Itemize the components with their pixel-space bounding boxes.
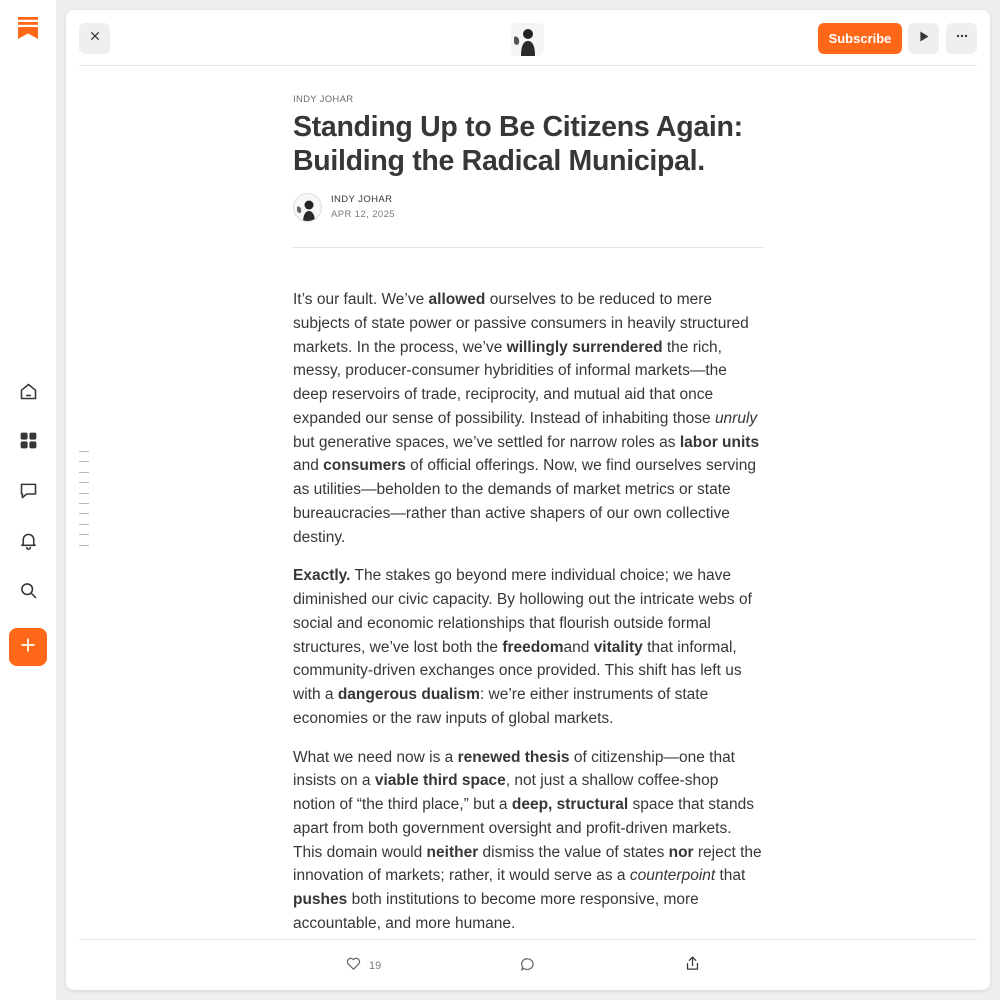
post-title: Standing Up to Be Citizens Again: Building the Radical Municipal. <box>293 111 743 177</box>
grid-icon <box>18 430 39 456</box>
text-run: , not just a shallow coffee-shop notion of “the third place,” but a <box>293 772 719 813</box>
search-button[interactable] <box>10 575 46 611</box>
text-run: that informal, community-driven exchanges once provided. This shift has left us with a <box>293 638 742 703</box>
comment-button[interactable] <box>519 956 536 978</box>
plus-icon <box>18 635 38 660</box>
heart-icon <box>345 955 362 977</box>
italic-text: counterpoint <box>629 867 716 885</box>
article-body <box>293 288 763 939</box>
play-button[interactable] <box>908 23 939 54</box>
reader-bottombar <box>79 939 977 990</box>
chat-icon <box>18 480 39 506</box>
more-icon <box>954 28 970 49</box>
text-run: and <box>563 638 594 656</box>
bold-text: nor <box>668 843 694 861</box>
post-date: APR 12, 2025 <box>331 209 395 220</box>
article-paragraph <box>293 288 763 549</box>
text-run: of citizenship—one that insists on a <box>293 748 735 790</box>
bold-text: viable third space <box>374 772 506 790</box>
author-avatar[interactable] <box>293 193 322 222</box>
text-run: ourselves to be reduced to mere subjects of state power or passive consumers in heavily structured markets. In the process, we’ve <box>293 291 749 356</box>
home-icon <box>18 381 39 407</box>
library-button[interactable] <box>10 425 46 461</box>
text-run: of official offerings. Now, we find ourselves serving as utilities—beholden to the demands of market metrics or state bureaucracies—rather than active shapers of our own collective destiny. <box>293 457 756 546</box>
bold-text: renewed thesis <box>457 748 570 766</box>
like-count: 19 <box>369 960 382 972</box>
text-run: reject the innovation of markets; rather, it would serve as a <box>293 843 762 885</box>
text-run: but generative spaces, we’ve settled for narrow roles as <box>293 433 680 451</box>
publication-avatar[interactable] <box>511 23 544 56</box>
author-name[interactable]: INDY JOHAR <box>331 194 393 205</box>
create-button[interactable] <box>9 628 47 666</box>
text-run: What we need now is a <box>293 748 458 766</box>
bold-text: deep, structural <box>511 796 629 813</box>
like-button[interactable] <box>345 955 381 977</box>
text-run: space that stands apart from both government oversight and profit-driven markets. This domain would <box>293 796 754 861</box>
post-reader-card <box>66 10 990 990</box>
bold-text: vitality <box>593 638 643 656</box>
home-button[interactable] <box>10 376 46 412</box>
subscribe-button[interactable]: Subscribe <box>818 23 902 54</box>
bold-text: willingly surrendered <box>506 338 663 356</box>
text-run: The stakes go beyond mere individual choice; we have diminished our civic capacity. By hollowing out the intricate webs of social and economic relationships that flourish outside formal structures, we’ve lost both the <box>293 567 752 656</box>
bold-text: labor units <box>679 433 760 451</box>
more-options-button[interactable] <box>946 23 977 54</box>
reader-topbar <box>79 10 977 66</box>
text-run: dismiss the value of states <box>478 843 669 861</box>
share-button[interactable] <box>684 955 701 977</box>
bold-text: consumers <box>323 457 406 475</box>
text-run: : we’re either instruments of state economies or the raw inputs of global markets. <box>293 686 709 727</box>
search-icon <box>18 580 39 606</box>
comment-icon <box>519 960 536 977</box>
italic-text: unruly <box>714 409 758 427</box>
left-rail <box>0 0 56 1000</box>
notifications-button[interactable] <box>10 525 46 561</box>
share-icon <box>684 959 701 976</box>
article-paragraph <box>293 746 763 936</box>
byline <box>293 193 763 223</box>
bold-text: Exactly. <box>293 567 351 585</box>
text-run: that <box>715 867 746 885</box>
bold-text: dangerous dualism <box>337 686 480 703</box>
close-icon <box>87 28 103 49</box>
bold-text: freedom <box>502 638 564 656</box>
text-run: both institutions to become more responsive, more accountable, and more humane. <box>293 891 699 932</box>
bell-icon <box>18 530 39 556</box>
substack-logo-icon[interactable] <box>18 17 38 39</box>
article-paragraph <box>293 564 763 730</box>
bold-text: allowed <box>428 291 486 308</box>
article-scroll-area[interactable] <box>66 67 990 939</box>
bold-text: pushes <box>293 891 348 908</box>
byline-divider <box>293 247 763 248</box>
publication-name[interactable]: INDY JOHAR <box>293 94 354 105</box>
text-run: the rich, messy, producer-consumer hybridities of informal markets—the deep reservoirs of trade, reciprocity, and mutual aid that once expanded our sense of possibility. Instead of inhabiting those <box>293 338 727 427</box>
text-run: and <box>293 457 324 475</box>
close-button[interactable] <box>79 23 110 54</box>
text-run: It’s our fault. We’ve <box>293 291 429 308</box>
play-icon <box>916 29 931 49</box>
chat-button[interactable] <box>10 475 46 511</box>
bold-text: neither <box>426 843 479 861</box>
